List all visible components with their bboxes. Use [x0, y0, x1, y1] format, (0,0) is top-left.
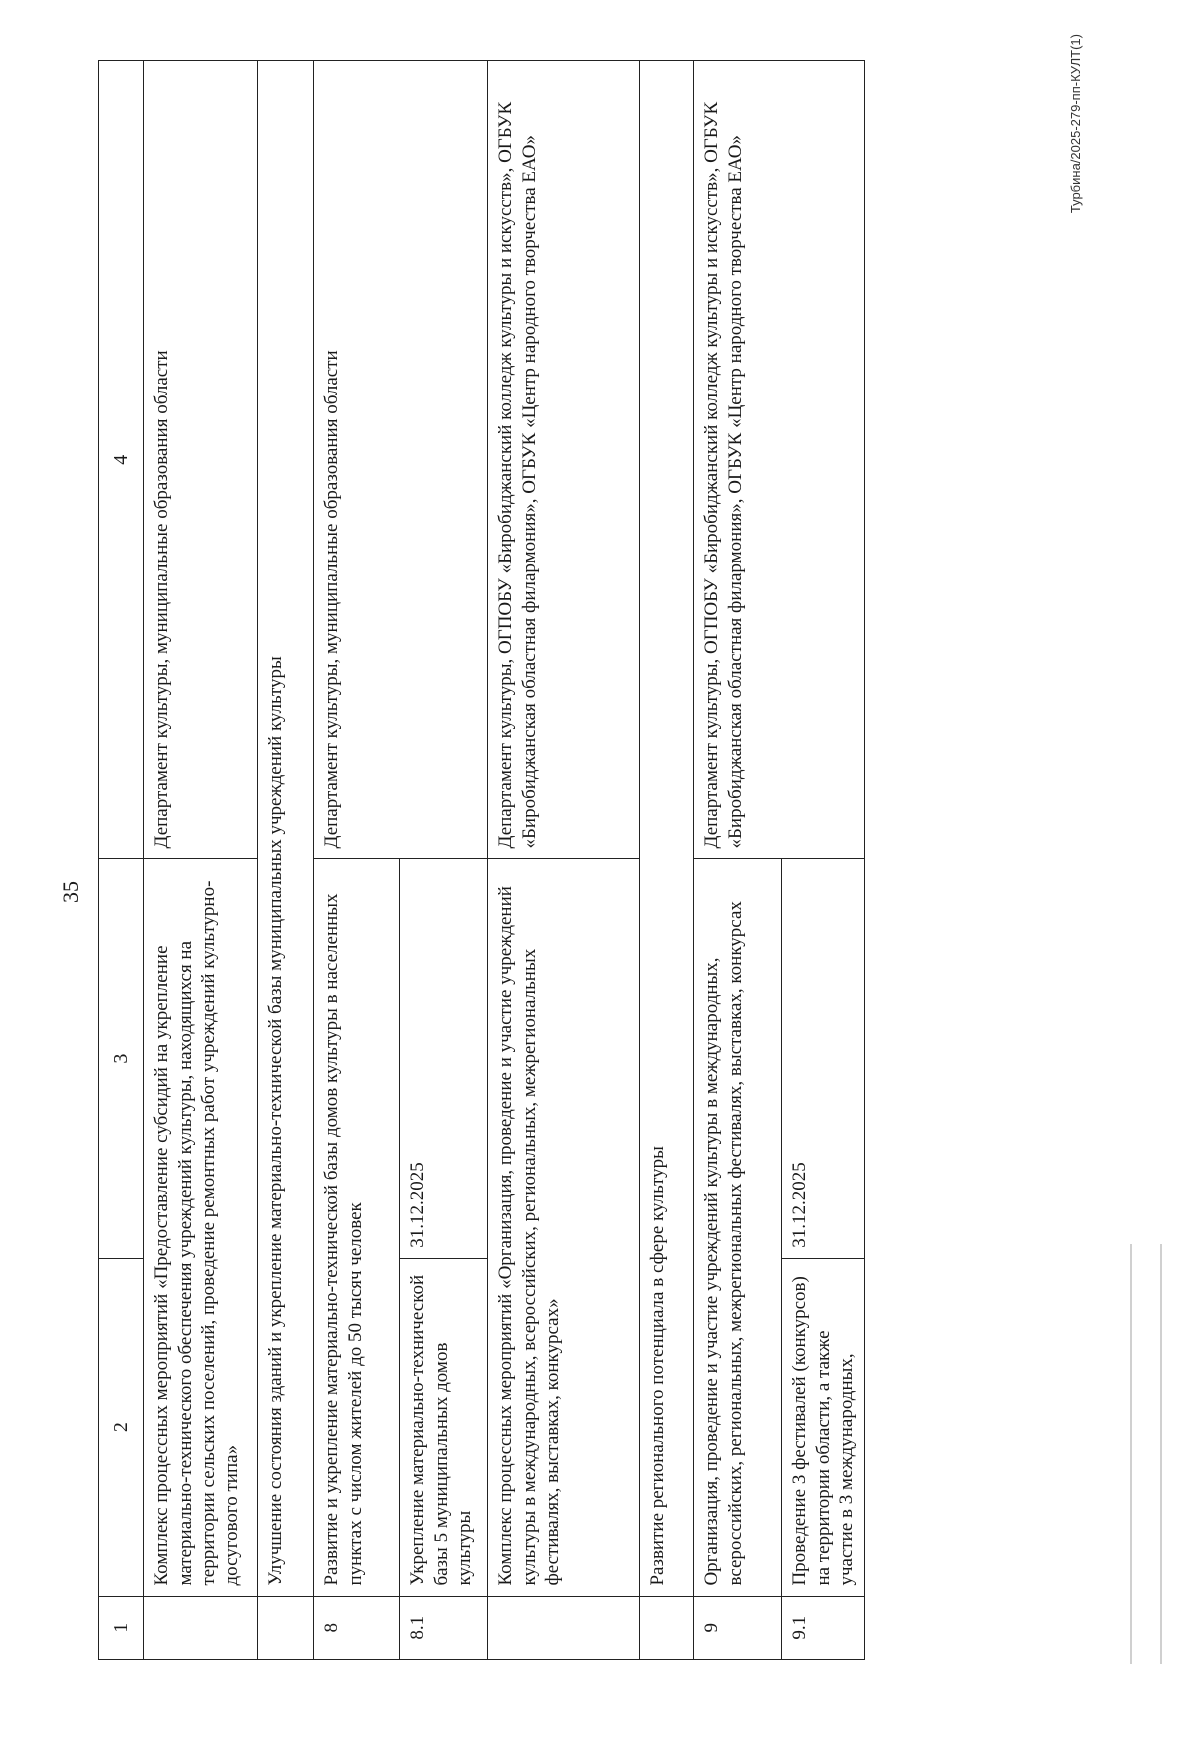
scan-artifact-line — [1160, 1244, 1162, 1664]
column-header: 3 — [99, 859, 144, 1258]
deadline-cell: 31.12.2025 — [782, 859, 865, 1258]
column-header: 2 — [99, 1258, 144, 1596]
measure-text: Комплекс процессных мероприятий «Предоставление субсидий на укрепление материально-технического обеспечения учреждений культуры, находящихся на территории сельских поселений, проведение ремонтных работ учреждений культурно-досугового типа» — [144, 859, 258, 1596]
table-row — [488, 61, 640, 1660]
row-number: 9.1 — [782, 1596, 865, 1659]
column-header: 1 — [99, 1596, 144, 1659]
row-number: 9 — [694, 1596, 782, 1659]
row-number — [640, 1596, 694, 1659]
responsible-cell: Департамент культуры, ОГПОБУ «Биробиджанский колледж культуры и искусств», ОГБУК «Биробиджанская областная филармония», ОГБУК «Центр народного творчества ЕАО» — [694, 61, 865, 860]
table-row — [258, 61, 314, 1660]
scan-artifact-line — [1130, 1244, 1132, 1664]
document-code: Турбина/2025-279-пп-КУЛТ(1) — [1068, 34, 1083, 214]
table-row — [640, 61, 694, 1660]
responsible-cell: Департамент культуры, муниципальные образования области — [314, 61, 488, 860]
section-heading: Развитие регионального потенциала в сфере культуры — [640, 61, 694, 1597]
deadline-cell: 31.12.2025 — [400, 859, 488, 1258]
table-row — [314, 61, 400, 1660]
measure-text: Развитие и укрепление материально-технической базы домов культуры в населенных пунктах с числом жителей до 50 тысяч человек — [314, 859, 400, 1596]
measure-text: Организация, проведение и участие учреждений культуры в международных, всероссийских, региональных, межрегиональных фестивалях, выставках, конкурсах — [694, 859, 782, 1596]
row-number — [488, 1596, 640, 1659]
section-heading: Улучшение состояния зданий и укрепление материально-технической базы муниципальных учреждений культуры — [258, 61, 314, 1597]
row-number — [144, 1596, 258, 1659]
column-header: 4 — [99, 61, 144, 860]
responsible-cell: Департамент культуры, ОГПОБУ «Биробиджанский колледж культуры и искусств», ОГБУК «Биробиджанская областная филармония», ОГБУК «Центр народного творчества ЕАО» — [488, 61, 640, 860]
task-text: Проведение 3 фестивалей (конкурсов) на территории области, а также участие в 3 международных, — [782, 1258, 865, 1596]
responsible-cell: Департамент культуры, муниципальные образования области — [144, 61, 258, 860]
table-row — [694, 61, 782, 1660]
measures-table — [98, 60, 865, 1660]
row-number — [258, 1596, 314, 1659]
task-text: Укрепление материально-технической базы 5 муниципальных домов культуры — [400, 1258, 488, 1596]
measure-text: Комплекс процессных мероприятий «Организация, проведение и участие учреждений культуры в международных, всероссийских, региональных, межрегиональных фестивалях, выставках, конкурсах» — [488, 859, 640, 1596]
page-number: 35 — [58, 881, 83, 903]
table-header-row — [99, 61, 144, 1660]
table-row — [144, 61, 258, 1660]
row-number: 8.1 — [400, 1596, 488, 1659]
row-number: 8 — [314, 1596, 400, 1659]
